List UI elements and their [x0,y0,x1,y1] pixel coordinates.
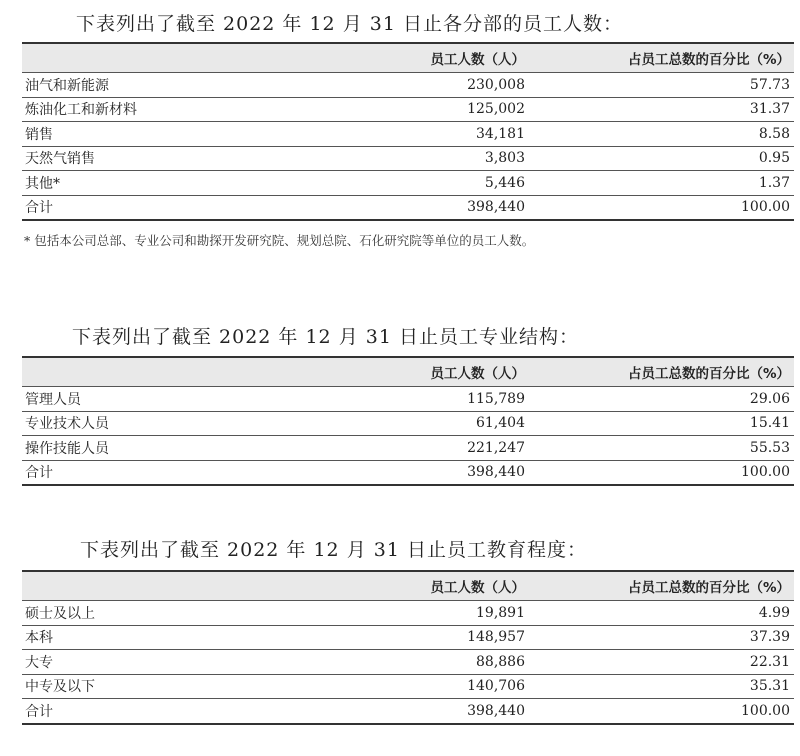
header-percent: 占员工总数的百分比（%） [529,357,794,387]
table-total-row [22,460,794,485]
segment-employee-section [22,6,794,249]
row-count: 3,803 [294,146,529,171]
row-percent: 29.06 [529,387,794,412]
professional-structure-table [22,356,794,486]
table-total-row [22,195,794,220]
header-empty-cell [22,43,294,73]
header-percent: 占员工总数的百分比（%） [529,571,794,601]
table-header-row [22,571,794,601]
education-table [22,570,794,725]
professional-structure-section [22,318,794,486]
row-name: 管理人员 [22,387,294,412]
row-count: 19,891 [294,601,529,626]
header-percent: 占员工总数的百分比（%） [529,43,794,73]
row-percent: 31.37 [529,97,794,122]
row-percent: 37.39 [529,625,794,650]
table-row [22,387,794,412]
row-count: 140,706 [294,674,529,699]
row-name: 本科 [22,625,294,650]
row-count: 148,957 [294,625,529,650]
table-row [22,97,794,122]
row-percent: 57.73 [529,73,794,98]
row-count: 230,008 [294,73,529,98]
row-name: 中专及以下 [22,674,294,699]
row-percent: 100.00 [529,699,794,724]
table-total-row [22,699,794,724]
table-row [22,625,794,650]
header-count: 员工人数（人） [294,357,529,387]
table-header-row [22,43,794,73]
row-name: 销售 [22,122,294,147]
row-percent: 15.41 [529,411,794,436]
row-name: 硕士及以上 [22,601,294,626]
row-name: 合计 [22,699,294,724]
row-name: 操作技能人员 [22,436,294,461]
row-percent: 55.53 [529,436,794,461]
segment-table-heading: 下表列出了截至 2022 年 12 月 31 日止各分部的员工人数： [76,13,623,35]
table-row [22,146,794,171]
row-name: 大专 [22,650,294,675]
row-count: 398,440 [294,460,529,485]
row-name: 专业技术人员 [22,411,294,436]
header-count: 员工人数（人） [294,43,529,73]
row-count: 88,886 [294,650,529,675]
row-name: 天然气销售 [22,146,294,171]
segment-footnote: * 包括本公司总部、专业公司和勘探开发研究院、规划总院、石化研究院等单位的员工人数。 [24,233,535,248]
education-section [22,530,794,725]
row-percent: 35.31 [529,674,794,699]
row-percent: 1.37 [529,171,794,196]
table-row [22,411,794,436]
segment-employee-table [22,42,794,221]
education-table-heading: 下表列出了截至 2022 年 12 月 31 日止员工教育程度： [80,539,587,561]
row-count: 5,446 [294,171,529,196]
row-percent: 100.00 [529,460,794,485]
table-row [22,601,794,626]
row-count: 221,247 [294,436,529,461]
header-count: 员工人数（人） [294,571,529,601]
row-percent: 4.99 [529,601,794,626]
row-name: 油气和新能源 [22,73,294,98]
table-row [22,650,794,675]
row-percent: 22.31 [529,650,794,675]
row-percent: 100.00 [529,195,794,220]
row-name: 合计 [22,460,294,485]
row-percent: 8.58 [529,122,794,147]
table-row [22,674,794,699]
row-name: 其他* [22,171,294,196]
table-row [22,171,794,196]
table-header-row [22,357,794,387]
table-row [22,436,794,461]
row-name: 炼油化工和新材料 [22,97,294,122]
table-row [22,73,794,98]
row-count: 115,789 [294,387,529,412]
header-empty-cell [22,357,294,387]
row-count: 125,002 [294,97,529,122]
row-count: 398,440 [294,699,529,724]
row-count: 398,440 [294,195,529,220]
row-count: 34,181 [294,122,529,147]
header-empty-cell [22,571,294,601]
row-name: 合计 [22,195,294,220]
row-percent: 0.95 [529,146,794,171]
professional-table-heading: 下表列出了截至 2022 年 12 月 31 日止员工专业结构： [72,326,579,348]
row-count: 61,404 [294,411,529,436]
table-row [22,122,794,147]
